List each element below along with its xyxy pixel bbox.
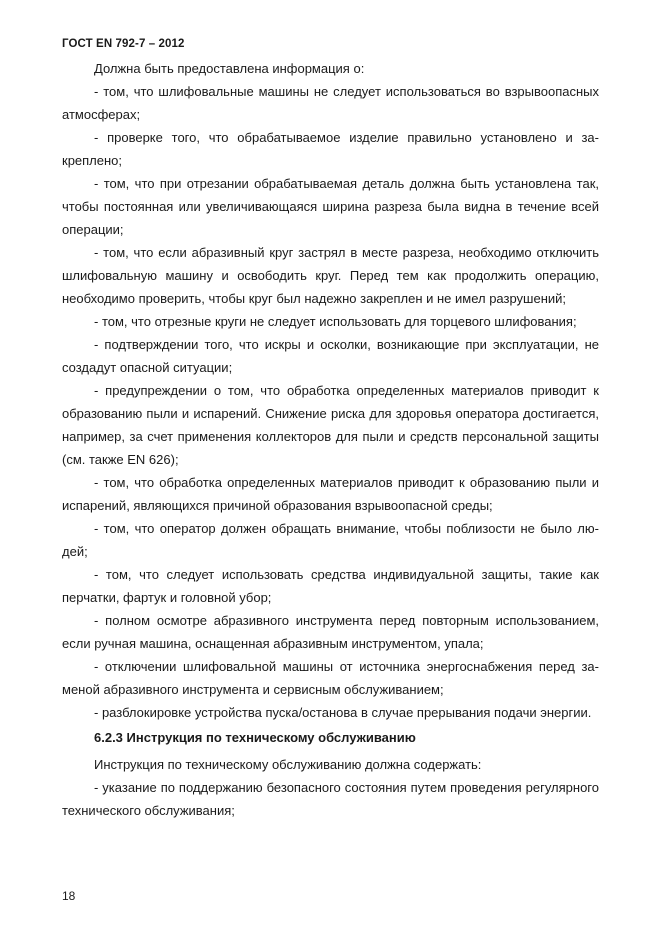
- section-heading: 6.2.3 Инструкция по техническому обслуживанию: [94, 730, 416, 745]
- list-item: - полном осмотре абразивного инструмента перед повторным использованием, если ручная машина, оснащенная абразивным инструментом, упала;: [62, 613, 599, 651]
- list-item: - том, что обработка определенных материалов приводит к образованию пыли и испарений, являющихся причиной образования взрывоопасной среды;: [62, 475, 599, 513]
- list-item: - том, что отрезные круги не следует использовать для торцевого шлифования;: [94, 314, 577, 329]
- list-item: - проверке того, что обрабатываемое изделие правильно установлено и закреплено;: [62, 130, 599, 168]
- document-body: [62, 57, 599, 822]
- list-item: - указание по поддержанию безопасного состояния путем проведения регулярного технического обслуживания;: [62, 780, 599, 818]
- list-item: - подтверждении того, что искры и осколки, возникающие при эксплуатации, не создадут опасной ситуации;: [62, 337, 599, 375]
- list-item: - разблокировке устройства пуска/останова в случае прерывания подачи энергии.: [94, 705, 592, 720]
- paragraph: Инструкция по техническому обслуживанию должна содержать:: [94, 757, 482, 772]
- list-item: - том, что если абразивный круг застрял в месте разреза, необходимо отключить шлифовальную машину и освободить круг. Перед тем как продолжить операцию, необходимо проверить, чтобы круг был надежно закреплен и не имел разрушений;: [62, 245, 599, 306]
- list-item: - том, что следует использовать средства индивидуальной защиты, такие как перчатки, фартук и головной убор;: [62, 567, 599, 605]
- document-header: ГОСТ EN 792-7 – 2012: [62, 38, 185, 50]
- list-item: - предупреждении о том, что обработка определенных материалов приводит к образованию пыли и испарений. Снижение риска для здоровья оператора достигается, например, за счет применения коллекторов для пыли и средств персональной защиты (см. также EN 626);: [62, 383, 599, 467]
- list-item: - том, что оператор должен обращать внимание, чтобы поблизости не было людей;: [62, 521, 599, 559]
- list-item: - том, что при отрезании обрабатываемая деталь должна быть установлена так, чтобы постоянная или увеличивающаяся ширина разреза была видна в течение всей операции;: [62, 176, 599, 237]
- list-item: - отключении шлифовальной машины от источника энергоснабжения перед заменой абразивного инструмента и сервисным обслуживанием;: [62, 659, 599, 697]
- page-number: 18: [62, 889, 76, 903]
- list-item: - том, что шлифовальные машины не следует использоваться во взрывоопасных атмосферах;: [62, 84, 599, 122]
- paragraph: Должна быть предоставлена информация о:: [94, 61, 365, 76]
